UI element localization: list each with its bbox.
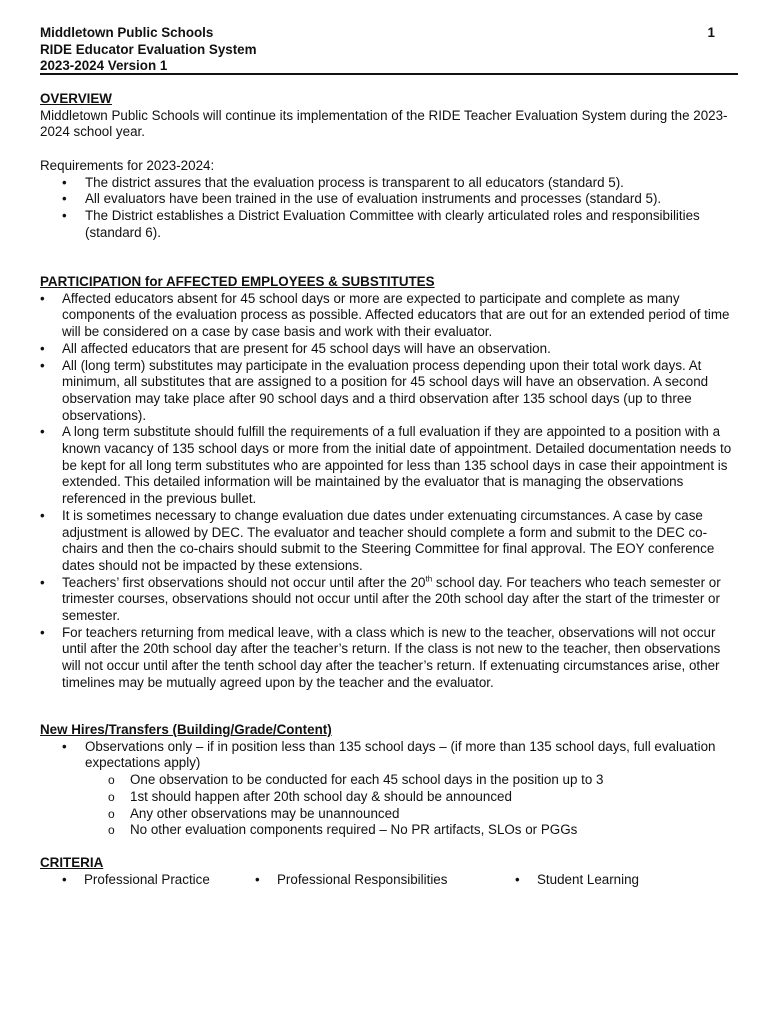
criteria-section: [40, 855, 740, 872]
overview-section: [40, 91, 740, 241]
list-item: • The district assures that the evaluation process is transparent to all educators (standard 5).: [40, 175, 740, 192]
item-text: school day. For teachers who teach semester or trimester courses, observations should not occur until after the 20th school day after the start of the trimester or semester.: [62, 574, 721, 624]
criteria-item: • Professional Practice: [62, 872, 210, 889]
list-item: [40, 575, 740, 625]
list-item: • It is sometimes necessary to change evaluation due dates under extenuating circumstances. A case by case adjustment is allowed by DEC. The evaluator and teacher should complete a form and submit to the DEC co-chairs and then the co-chairs should submit to the Steering Committee for final approval. The EOY conference dates should not be impacted by these extensions.: [40, 508, 740, 575]
participation-section: [40, 274, 740, 692]
page-number: 1: [707, 25, 715, 40]
new-hires-sublist: [40, 772, 740, 839]
criteria-item: • Student Learning: [515, 872, 639, 889]
version-label: 2023-2024 Version 1: [40, 58, 168, 74]
new-hires-list: [40, 739, 740, 772]
list-item: • The District establishes a District Evaluation Committee with clearly articulated roles and responsibilities (standard 6).: [40, 208, 740, 241]
criteria-list: [40, 872, 740, 889]
item-text: Teachers’ first observations should not occur until after the 20: [62, 574, 426, 590]
district-name: Middletown Public Schools: [40, 25, 214, 40]
sub-list-item: o 1st should happen after 20th school day & should be announced: [40, 789, 740, 806]
new-hires-heading: New Hires/Transfers (Building/Grade/Content): [40, 722, 332, 737]
overview-heading: OVERVIEW: [40, 91, 112, 106]
ordinal-suffix: th: [425, 574, 433, 584]
criteria-item: • Professional Responsibilities: [255, 872, 447, 889]
list-item: • A long term substitute should fulfill the requirements of a full evaluation if they are appointed to a position with a known vacancy of 135 school days or more from the initial date of appointment. Detailed documentation needs to be kept for all long term substitutes who are appointed for less than 135 school days in case their appointment is extended. This detailed information will be maintained by the evaluator that is managing the observations referenced in the previous bullet.: [40, 424, 740, 508]
list-item: • All (long term) substitutes may participate in the evaluation process depending upon their total work days. At minimum, all substitutes that are assigned to a position for 45 school days will have an observation. A second observation may take place after 90 school days and a third observation after 135 school days (up to three observations).: [40, 358, 740, 425]
document-header: [40, 25, 738, 75]
system-name: RIDE Educator Evaluation System: [40, 41, 257, 57]
header-divider: [40, 73, 738, 75]
new-hires-section: [40, 722, 740, 839]
sub-list-item: o No other evaluation components required – No PR artifacts, SLOs or PGGs: [40, 822, 740, 839]
list-item: • All evaluators have been trained in the use of evaluation instruments and processes (standard 5).: [40, 191, 740, 208]
requirements-label: Requirements for 2023-2024:: [40, 157, 215, 173]
overview-text: Middletown Public Schools will continue its implementation of the RIDE Teacher Evaluation System during the 2023-2024 school year.: [40, 107, 728, 140]
requirements-list: [40, 175, 740, 242]
participation-heading: PARTICIPATION for AFFECTED EMPLOYEES & SUBSTITUTES: [40, 274, 435, 289]
list-item: • All affected educators that are present for 45 school days will have an observation.: [40, 341, 740, 358]
list-item: • Affected educators absent for 45 school days or more are expected to participate and complete as many components of the evaluation process as possible. Affected educators that are out for an extended period of time will be considered on a case by case basis and work with their evaluator.: [40, 291, 740, 341]
participation-list: [40, 291, 740, 692]
sub-list-item: o Any other observations may be unannounced: [40, 806, 740, 823]
list-item: • Observations only – if in position less than 135 school days – (if more than 135 school days, full evaluation expectations apply): [40, 739, 740, 772]
criteria-heading: CRITERIA: [40, 855, 104, 870]
sub-list-item: o One observation to be conducted for each 45 school days in the position up to 3: [40, 772, 740, 789]
list-item: • For teachers returning from medical leave, with a class which is new to the teacher, observations will not occur until after the 20th school day after the teacher’s return. If the class is not new to the teacher, then observations will not occur until after the tenth school day after the teacher’s return. If extenuating circumstances arise, other timelines may be mutually agreed upon by the teacher and the evaluator.: [40, 625, 740, 692]
